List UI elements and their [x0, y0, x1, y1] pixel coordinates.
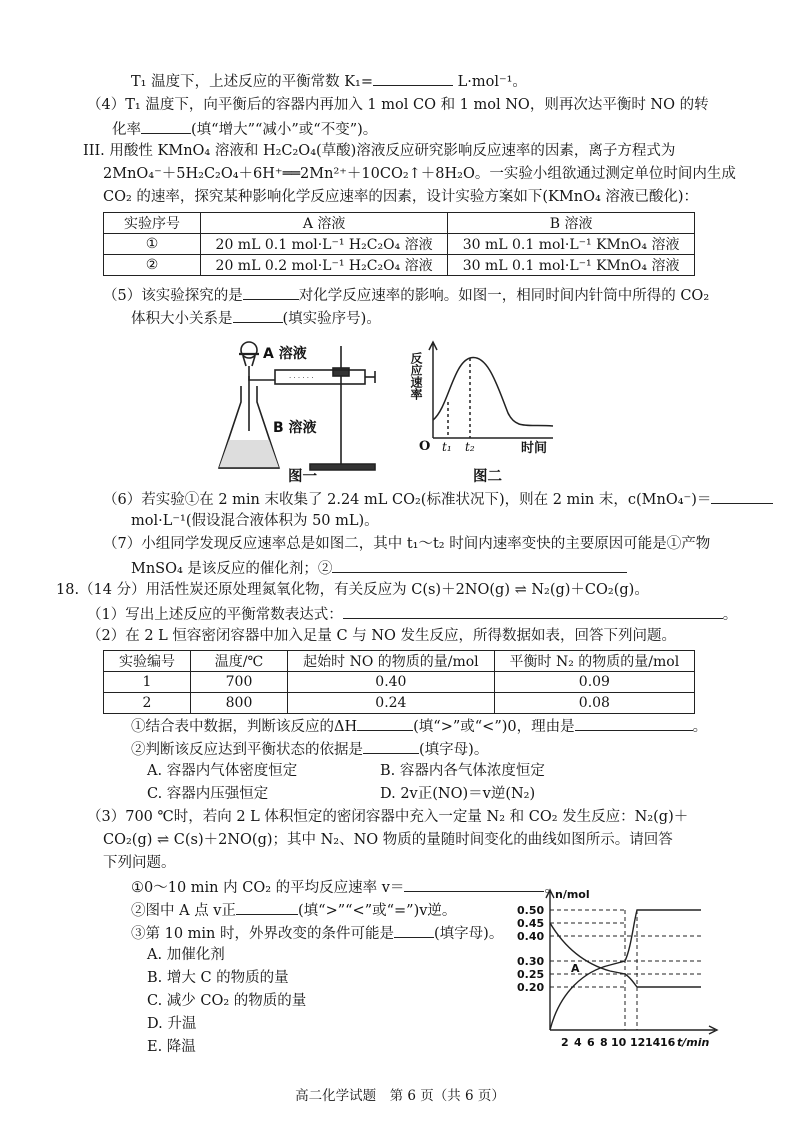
q5-blank2[interactable]	[233, 307, 283, 323]
sub1-line	[131, 715, 707, 738]
x-tick: 14	[645, 1036, 661, 1049]
table-row	[104, 672, 695, 693]
q5-text2: 对化学反应速率的影响。如图一，相同时间内针筒中所得的 CO₂	[298, 288, 710, 304]
t2-label: t₂	[465, 440, 475, 454]
table-cell: ②	[104, 255, 201, 276]
table-cell: 30 mL 0.1 mol·L⁻¹ KMnO₄ 溶液	[448, 234, 695, 255]
part2-text: ②图中 A 点 v正	[131, 903, 236, 919]
figure-3-moles-time	[505, 886, 730, 1056]
table-cell: 2	[104, 693, 191, 714]
header-cell: 实验编号	[104, 651, 191, 672]
option-d: D. 2v正(NO)＝v逆(N₂)	[380, 786, 536, 802]
table-cell: 30 mL 0.1 mol·L⁻¹ KMnO₄ 溶液	[448, 255, 695, 276]
x-label: t/min	[677, 1036, 710, 1049]
t1-label: t₁	[442, 440, 452, 454]
option-c: C. 容器内压强恒定	[147, 786, 269, 802]
header-cell: A 溶液	[201, 213, 448, 234]
header-cell: 起始时 NO 的物质的量/mol	[288, 651, 495, 672]
part3-line	[131, 922, 503, 945]
equilibrium-table	[103, 650, 695, 714]
table-row	[104, 693, 695, 714]
x-tick: 6	[587, 1036, 595, 1049]
point-a-label: A	[571, 962, 580, 975]
q18-1-line	[87, 603, 737, 626]
q6-text: （6）若实验①在 2 min 末收集了 2.24 mL CO₂(标准状况下)，则在 2 min 末，c(MnO₄⁻)＝	[103, 492, 712, 508]
part1-line	[131, 876, 559, 899]
sub2-hint: (填字母)。	[419, 742, 489, 758]
option-a: A. 容器内气体密度恒定	[147, 763, 298, 779]
q18-line: 18.（14 分）用活性炭还原处理氮氧化物，有关反应为 C(s)＋2NO(g) ⇌ N₂(g)＋CO₂(g)。	[56, 582, 649, 598]
sub1-blank2[interactable]	[575, 715, 693, 731]
q3-line2: CO₂(g) ⇌ C(s)＋2NO(g)；其中 N₂、NO 物质的量随时间变化的曲线如图所示。请回答	[103, 832, 673, 848]
q4-line1: （4）T₁ 温度下，向平衡后的容器内再加入 1 mol CO 和 1 mol NO，则再次达平衡时 NO 的转	[87, 97, 709, 113]
table-cell: 20 mL 0.1 mol·L⁻¹ H₂C₂O₄ 溶液	[201, 234, 448, 255]
figure-1-apparatus	[215, 336, 385, 486]
q5-blank1[interactable]	[243, 284, 299, 300]
sub2-line	[131, 738, 488, 761]
y-tick: 0.50	[517, 904, 545, 917]
line-k1	[131, 70, 527, 93]
header-cell: B 溶液	[448, 213, 695, 234]
sub2-text: ②判断该反应达到平衡状态的依据是	[131, 742, 363, 758]
part2-hint: (填“>”“<”或“=”)v逆。	[298, 903, 457, 919]
part3-hint: (填字母)。	[434, 926, 504, 942]
option-b: B. 容器内各气体浓度恒定	[380, 763, 545, 779]
q4-blank[interactable]	[141, 118, 191, 134]
sub2-blank[interactable]	[363, 738, 419, 754]
choice-b: B. 增大 C 的物质的量	[147, 970, 289, 986]
part3-blank[interactable]	[394, 922, 434, 938]
table-cell: 20 mL 0.2 mol·L⁻¹ H₂C₂O₄ 溶液	[201, 255, 448, 276]
q7-line1: （7）小组同学发现反应速率总是如图二，其中 t₁～t₂ 时间内速率变快的主要原因可能是①产物	[103, 536, 711, 552]
choice-e: E. 降温	[147, 1039, 196, 1055]
experiment-table	[103, 212, 695, 276]
q7-text: MnSO₄ 是该反应的催化剂；②	[131, 561, 333, 577]
header-cell: 平衡时 N₂ 的物质的量/mol	[494, 651, 694, 672]
sub1-blank1[interactable]	[357, 715, 413, 731]
origin-label: O	[419, 439, 431, 454]
choice-c: C. 减少 CO₂ 的物质的量	[147, 993, 307, 1009]
y-tick: 0.45	[517, 917, 545, 930]
q5-text3: 体积大小关系是	[131, 311, 233, 327]
x-tick: 2	[561, 1036, 569, 1049]
x-tick: 10	[611, 1036, 627, 1049]
iii-line3: CO₂ 的速率，探究某种影响化学反应速率的因素，设计实验方案如下(KMnO₄ 溶液已酸化)：	[103, 189, 699, 205]
q4-hint: (填“增大”“减小”或“不变”)。	[191, 122, 378, 138]
stand-base	[310, 464, 375, 470]
q6-line2: mol·L⁻¹(假设混合液体积为 50 mL)。	[131, 513, 379, 529]
table-cell: 0.09	[494, 672, 694, 693]
table-cell: 800	[191, 693, 288, 714]
q6-blank[interactable]	[711, 488, 773, 504]
figure-2-rate-curve	[408, 338, 558, 460]
svg-text:· · · · · ·: · · · · · ·	[289, 374, 314, 382]
part2-line	[131, 899, 456, 922]
page-footer: 高二化学试题 第 6 页（共 6 页）	[295, 1088, 505, 1104]
x-tick: 8	[600, 1036, 608, 1049]
rate-curve	[433, 358, 553, 426]
q3-line3: 下列问题。	[103, 855, 176, 871]
part3-text: ③第 10 min 时，外界改变的条件可能是	[131, 926, 395, 942]
q4-line2	[112, 118, 377, 141]
figure-2-caption: 图二	[473, 469, 502, 485]
x-tick: 4	[574, 1036, 582, 1049]
sub1-text2: (填“>”或“<”)0，理由是	[413, 719, 575, 735]
q7-blank[interactable]	[332, 557, 627, 573]
table-cell: 0.24	[288, 693, 495, 714]
q18-2-line: （2）在 2 L 恒容密闭容器中加入足量 C 与 NO 发生反应，所得数据如表，回答下列问题。	[87, 628, 677, 644]
table-cell: 0.08	[494, 693, 694, 714]
funnel-bulb	[241, 342, 257, 358]
y-tick: 0.30	[517, 955, 545, 968]
k1-unit: L·mol⁻¹。	[457, 74, 527, 90]
part1-text: ①0～10 min 内 CO₂ 的平均反应速率 v＝	[131, 880, 405, 896]
q7-line2	[131, 557, 627, 580]
part2-blank[interactable]	[236, 899, 298, 915]
header-cell: 实验序号	[104, 213, 201, 234]
sub1-text: ①结合表中数据，判断该反应的ΔH	[131, 719, 358, 735]
choice-a: A. 加催化剂	[147, 947, 225, 963]
y-tick: 0.20	[517, 981, 545, 994]
table-cell: 1	[104, 672, 191, 693]
x-axis-label: 时间	[521, 441, 548, 456]
header-cell: 温度/℃	[191, 651, 288, 672]
q5-hint: (填实验序号)。	[282, 311, 381, 327]
y-axis-label: 反应速率	[409, 352, 423, 400]
table-header	[104, 651, 695, 672]
y-tick: 0.25	[517, 968, 545, 981]
q4-text: 化率	[112, 122, 141, 138]
iii-line2: 2MnO₄⁻＋5H₂C₂O₄＋6H⁺══2Mn²⁺＋10CO₂↑＋8H₂O。一实验小组欲通过测定单位时间内生成	[103, 166, 736, 182]
label-a-solution: A 溶液	[263, 346, 307, 362]
y-tick: 0.40	[517, 930, 545, 943]
iii-line1: III. 用酸性 KMnO₄ 溶液和 H₂C₂O₄(草酸)溶液反应研究影响反应速率的因素，离子方程式为	[83, 143, 676, 159]
q18-1-blank[interactable]	[343, 603, 723, 619]
k1-text: T₁ 温度下，上述反应的平衡常数 K₁=	[131, 74, 373, 90]
table-header	[104, 213, 695, 234]
x-tick: 16	[660, 1036, 676, 1049]
period: 。	[544, 880, 559, 896]
table-cell: 0.40	[288, 672, 495, 693]
label-b-solution: B 溶液	[273, 420, 317, 436]
table-row	[104, 234, 695, 255]
period: 。	[692, 719, 708, 735]
x-tick: 12	[630, 1036, 646, 1049]
q5-line2	[131, 307, 381, 330]
q3-line1: （3）700 ℃时，若向 2 L 体积恒定的密闭容器中充入一定量 N₂ 和 CO₂ 发生反应：N₂(g)＋	[87, 809, 689, 825]
q6-line1	[103, 488, 773, 511]
y-label: n/mol	[555, 888, 590, 901]
q5-line1	[103, 284, 709, 307]
table-cell: ①	[104, 234, 201, 255]
figure-1-caption: 图一	[288, 469, 317, 485]
table-cell: 700	[191, 672, 288, 693]
table-row	[104, 255, 695, 276]
period: 。	[722, 607, 738, 623]
q5-text: （5）该实验探究的是	[103, 288, 243, 304]
choice-d: D. 升温	[147, 1016, 197, 1032]
connector-tube	[249, 376, 275, 380]
k1-blank[interactable]	[373, 70, 453, 86]
q18-1-text: （1）写出上述反应的平衡常数表达式：	[87, 607, 343, 623]
